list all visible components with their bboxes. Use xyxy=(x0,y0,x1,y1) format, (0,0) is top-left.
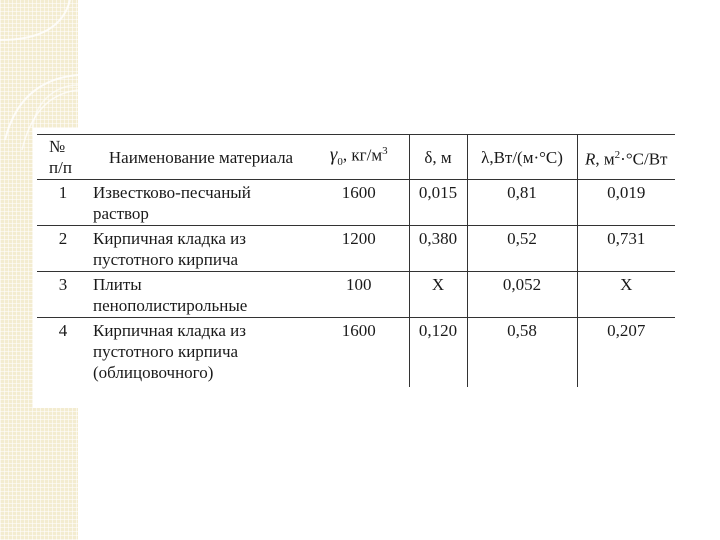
row-resistance: 0,019 xyxy=(577,180,675,226)
header-resistance xyxy=(577,135,675,180)
material-name-line: Плиты xyxy=(93,275,142,294)
resistance-unit-b: ·°С/Вт xyxy=(620,149,668,169)
row-number: 3 xyxy=(58,275,68,294)
row-density: 1600 xyxy=(341,321,376,340)
material-name-line: Кирпичная кладка из xyxy=(93,321,246,340)
header-material-name: Наименование материала xyxy=(108,147,294,167)
row-conductivity: 0,052 xyxy=(467,272,577,318)
row-number: 1 xyxy=(58,183,68,202)
row-density: 1600 xyxy=(341,183,376,202)
row-number: 4 xyxy=(58,321,68,340)
row-thickness: Х xyxy=(409,272,467,318)
material-name-line: Кирпичная кладка из xyxy=(93,229,246,248)
header-conductivity xyxy=(467,135,577,180)
resistance-unit-exponent: 2 xyxy=(614,148,621,161)
material-name-line: (облицовочного) xyxy=(93,363,214,382)
row-material-name xyxy=(89,318,309,388)
header-thickness: δ, м xyxy=(409,135,467,180)
density-unit: , кг/м xyxy=(342,145,383,165)
materials-table xyxy=(37,134,675,387)
header-density xyxy=(309,135,409,180)
row-conductivity: 0,81 xyxy=(467,180,577,226)
header-number xyxy=(37,135,89,180)
row-material-name xyxy=(89,272,309,318)
table-row xyxy=(37,180,675,226)
table-row xyxy=(37,272,675,318)
row-material-name xyxy=(89,180,309,226)
table-row xyxy=(37,318,675,388)
table-header-row xyxy=(37,135,675,180)
header-number-label: п/п xyxy=(49,158,72,177)
gamma-symbol: γ xyxy=(329,144,338,166)
material-name-line: раствор xyxy=(93,204,149,223)
row-thickness: 0,120 xyxy=(409,318,467,388)
row-resistance: Х xyxy=(577,272,675,318)
row-thickness: 0,015 xyxy=(409,180,467,226)
row-resistance: 0,731 xyxy=(577,226,675,272)
row-resistance: 0,207 xyxy=(577,318,675,388)
lambda-symbol: λ xyxy=(481,147,490,167)
row-thickness: 0,380 xyxy=(409,226,467,272)
header-number-symbol: № xyxy=(49,137,66,156)
material-name-line: пустотного кирпича xyxy=(93,342,239,361)
row-density: 1200 xyxy=(341,229,376,248)
material-name-line: пенополистирольные xyxy=(93,296,248,315)
material-name-line: пустотного кирпича xyxy=(93,250,239,269)
density-unit-exponent: 3 xyxy=(382,144,388,157)
row-density: 100 xyxy=(346,275,372,294)
row-material-name xyxy=(89,226,309,272)
material-name-line: Известково-песчаный xyxy=(93,183,251,202)
row-number: 2 xyxy=(58,229,68,248)
row-conductivity: 0,52 xyxy=(467,226,577,272)
r-symbol: R xyxy=(585,149,596,169)
gamma-subscript: 0 xyxy=(337,156,343,169)
conductivity-unit: ,Вт/(м·°С) xyxy=(489,147,563,167)
resistance-unit-a: , м xyxy=(595,149,615,169)
table-row xyxy=(37,226,675,272)
row-conductivity: 0,58 xyxy=(467,318,577,388)
